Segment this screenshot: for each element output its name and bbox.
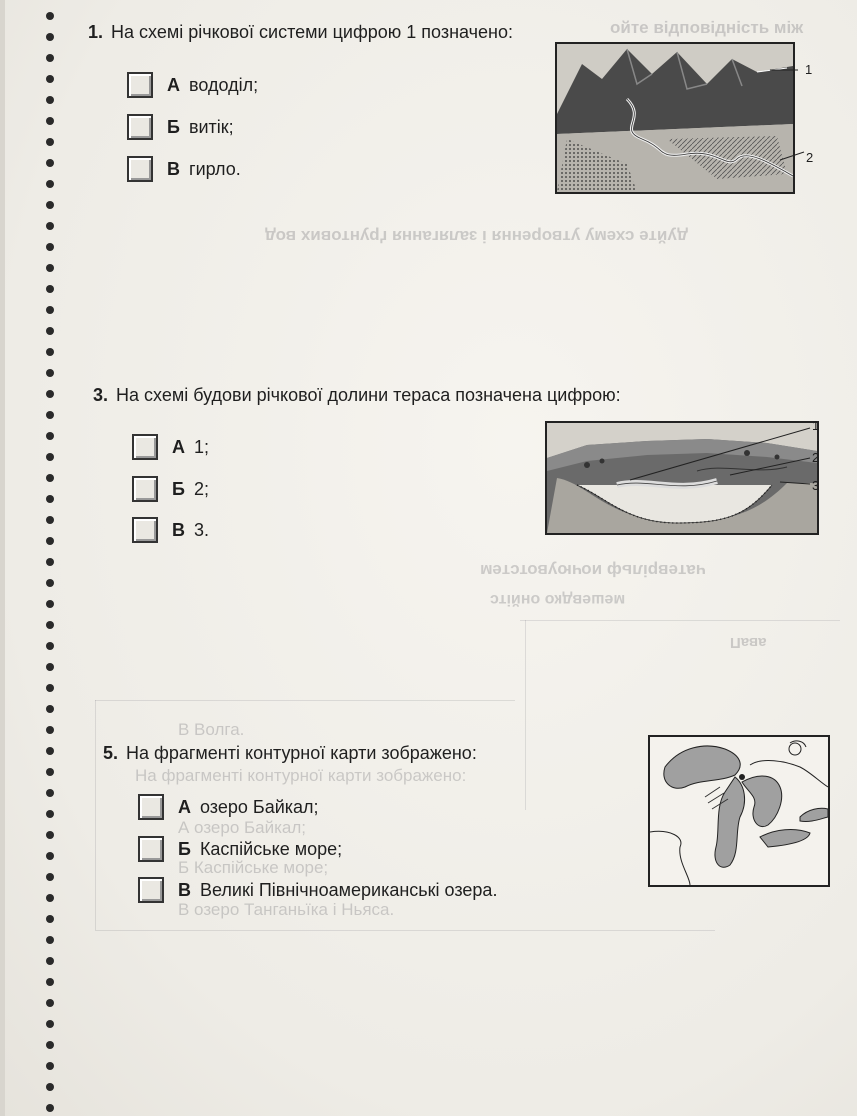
option-text: 3. [194, 519, 210, 540]
binder-hole [46, 915, 54, 923]
binder-hole [46, 726, 54, 734]
figure-label-2: 2 [806, 150, 814, 165]
bleed-line [95, 700, 96, 930]
checkbox[interactable] [127, 72, 153, 98]
binder-hole [46, 390, 54, 398]
binder-hole [46, 306, 54, 314]
binder-hole [46, 684, 54, 692]
option-letter: Б [178, 838, 191, 859]
binder-hole [46, 369, 54, 377]
answer-option[interactable] [127, 71, 258, 99]
figure-callout-lines [600, 420, 820, 500]
binder-holes [40, 0, 62, 1116]
binder-hole [46, 117, 54, 125]
option-text: озеро Байкал; [200, 796, 319, 817]
binder-hole [46, 432, 54, 440]
bleed-line [95, 930, 715, 931]
option-text: 1; [194, 436, 210, 457]
checkbox[interactable] [127, 156, 153, 182]
option-text: вододіл; [189, 74, 259, 95]
figure-label-2: 2 [812, 450, 820, 465]
binder-hole [46, 936, 54, 944]
binder-hole [46, 999, 54, 1007]
binder-hole [46, 873, 54, 881]
bleed-line [95, 700, 515, 701]
binder-hole [46, 810, 54, 818]
binder-hole [46, 411, 54, 419]
binder-hole [46, 201, 54, 209]
binder-hole [46, 243, 54, 251]
bleed-text: чатеврільф иочюувотстем [480, 561, 706, 580]
bleed-text: А озеро Байкал; [178, 818, 307, 837]
binder-hole [46, 1041, 54, 1049]
question-number: 1. [88, 22, 104, 42]
option-letter: В [172, 519, 185, 540]
question-number: 5. [103, 743, 119, 763]
bleed-line [525, 620, 526, 810]
binder-hole [46, 894, 54, 902]
option-letter: В [178, 879, 191, 900]
answer-option[interactable] [132, 475, 209, 503]
binder-hole [46, 705, 54, 713]
question-title [93, 385, 621, 406]
option-letter: Б [172, 478, 185, 499]
binder-hole [46, 768, 54, 776]
question-text: На схемі річкової системи цифрою 1 позначено: [111, 22, 514, 42]
figure-label-1: 1 [812, 418, 820, 433]
option-letter: Б [167, 116, 180, 137]
binder-hole [46, 957, 54, 965]
great-lakes-outline [650, 737, 828, 885]
checkbox[interactable] [132, 476, 158, 502]
option-text: Каспійське море; [199, 838, 343, 859]
figure-label-1: 1 [805, 62, 813, 77]
bleed-text: Б Каспійське море; [178, 858, 329, 877]
binder-hole [46, 453, 54, 461]
binder-hole [46, 1062, 54, 1070]
checkbox[interactable] [132, 517, 158, 543]
option-letter: А [167, 74, 180, 95]
binder-hole [46, 852, 54, 860]
binder-hole [46, 621, 54, 629]
answer-option[interactable] [138, 835, 342, 863]
question-text: На фрагменті контурної карти зображено: [126, 743, 477, 763]
river-system-diagram [555, 42, 795, 194]
binder-hole [46, 600, 54, 608]
binder-hole [46, 1020, 54, 1028]
question-title [88, 22, 513, 43]
binder-hole [46, 789, 54, 797]
binder-hole [46, 12, 54, 20]
binder-hole [46, 264, 54, 272]
binder-hole [46, 663, 54, 671]
figure-callout-lines [770, 60, 813, 170]
binder-hole [46, 1104, 54, 1112]
option-text: гирло. [189, 158, 241, 179]
binder-hole [46, 138, 54, 146]
option-letter: А [178, 796, 191, 817]
binder-hole [46, 747, 54, 755]
binder-hole [46, 327, 54, 335]
bleed-text: В Волга. [178, 720, 245, 739]
binder-hole [46, 579, 54, 587]
answer-option[interactable] [127, 155, 241, 183]
answer-option[interactable] [138, 876, 497, 904]
binder-hole [46, 348, 54, 356]
answer-option[interactable] [132, 516, 209, 544]
option-letter: А [172, 436, 185, 457]
binder-hole [46, 642, 54, 650]
checkbox[interactable] [127, 114, 153, 140]
binder-hole [46, 75, 54, 83]
option-text: витік; [188, 116, 234, 137]
binder-hole [46, 537, 54, 545]
binder-hole [46, 1083, 54, 1091]
figure-label-3: 3 [812, 478, 820, 493]
question-number: 3. [93, 385, 109, 405]
page-edge [0, 0, 5, 1116]
checkbox[interactable] [138, 794, 164, 820]
binder-hole [46, 558, 54, 566]
binder-hole [46, 96, 54, 104]
binder-hole [46, 285, 54, 293]
checkbox[interactable] [138, 877, 164, 903]
option-letter: В [167, 158, 180, 179]
binder-hole [46, 516, 54, 524]
option-text: Великі Північноамериканські озера. [200, 879, 498, 900]
binder-hole [46, 159, 54, 167]
bleed-line [520, 620, 840, 621]
bleed-text: ойте відповідність між [610, 18, 804, 37]
bleed-text: мешевдко онйітс [490, 591, 626, 608]
binder-hole [46, 978, 54, 986]
question-text: На схемі будови річкової долини тераса позначена цифрою: [116, 385, 621, 405]
binder-hole [46, 474, 54, 482]
checkbox[interactable] [132, 434, 158, 460]
binder-hole [46, 33, 54, 41]
binder-hole [46, 180, 54, 188]
bleed-text: На фрагменті контурної карти зображено: [135, 766, 467, 785]
binder-hole [46, 495, 54, 503]
contour-map [648, 735, 830, 887]
checkbox[interactable] [138, 836, 164, 862]
binder-hole [46, 831, 54, 839]
bleed-text: дуйте схему утворення і залягання ґрунтових вод [265, 227, 688, 246]
binder-hole [46, 222, 54, 230]
option-text: 2; [193, 478, 209, 499]
river-system-illustration [557, 44, 793, 192]
bleed-text: В озеро Танганьїка і Ньяса. [178, 900, 395, 919]
answer-option[interactable] [138, 793, 319, 821]
answer-option[interactable] [132, 433, 209, 461]
binder-hole [46, 54, 54, 62]
bleed-text: аваП [730, 634, 767, 651]
answer-option[interactable] [127, 113, 234, 141]
question-title [103, 743, 477, 764]
